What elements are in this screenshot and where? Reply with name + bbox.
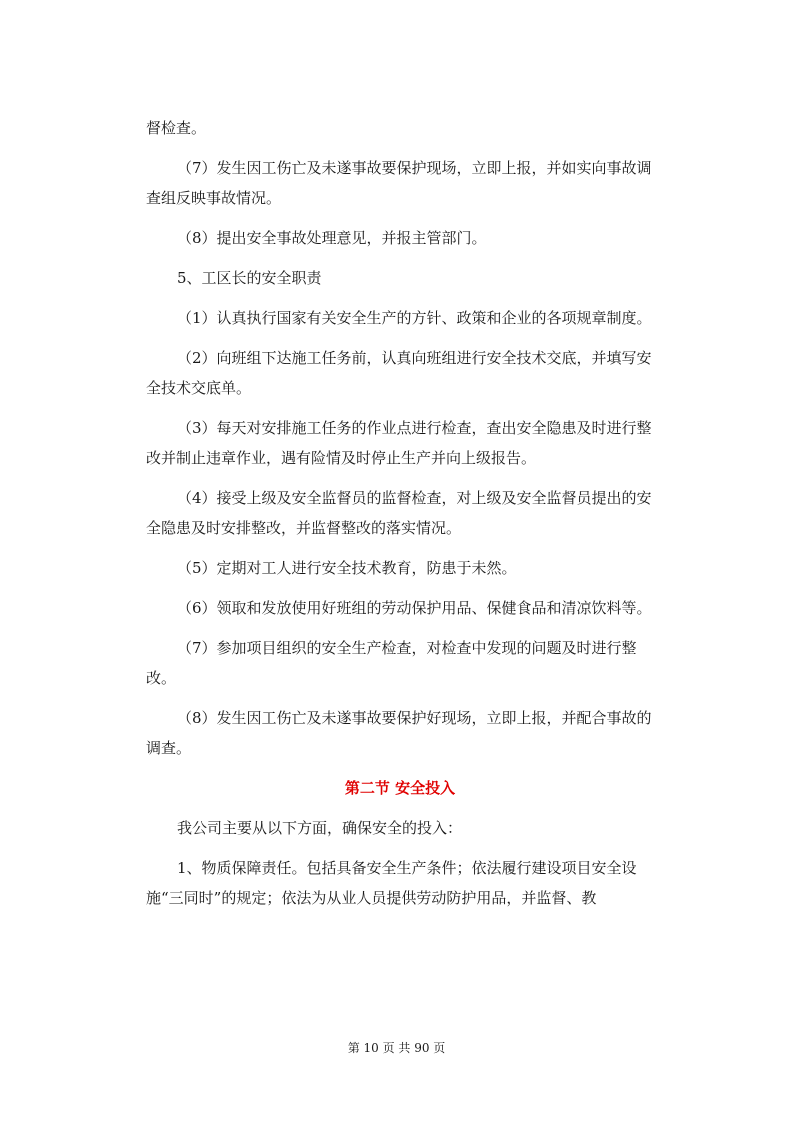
subsection-title: 5、工区长的安全职责 bbox=[177, 269, 322, 287]
paragraph: （1）认真执行国家有关安全生产的方针、政策和企业的各项规章制度。 bbox=[177, 309, 652, 327]
paragraph: （4）接受上级及安全监督员的监督检查，对上级及安全监督员提出的安全隐患及时安排整改，并监督整改的落实情况。 bbox=[146, 489, 652, 537]
section-heading: 第二节 安全投入 bbox=[344, 779, 456, 797]
paragraph: （7）发生因工伤亡及未遂事故要保护现场，立即上报，并如实向事故调查组反映事故情况。 bbox=[146, 159, 652, 207]
paragraph: （3）每天对安排施工任务的作业点进行检查，查出安全隐患及时进行整改并制止违章作业，遇有险情及时停止生产并向上级报告。 bbox=[146, 419, 652, 467]
document-body bbox=[146, 113, 654, 923]
paragraph: （2）向班组下达施工任务前，认真向班组进行安全技术交底，并填写安全技术交底单。 bbox=[146, 349, 652, 397]
paragraph: （8）发生因工伤亡及未遂事故要保护好现场，立即上报，并配合事故的调查。 bbox=[146, 709, 652, 757]
paragraph: （6）领取和发放使用好班组的劳动保护用品、保健食品和清凉饮料等。 bbox=[177, 599, 652, 617]
page-footer: 第 10 页 共 90 页 bbox=[347, 1041, 446, 1055]
paragraph: （7）参加项目组织的安全生产检查，对检查中发现的问题及时进行整改。 bbox=[146, 639, 637, 687]
paragraph: 1、物质保障责任。包括具备安全生产条件；依法履行建设项目安全设施“三同时”的规定；依法为从业人员提供劳动防护用品，并监督、教 bbox=[146, 859, 637, 907]
paragraph: （5）定期对工人进行安全技术教育，防患于未然。 bbox=[177, 559, 517, 577]
paragraph: （8）提出安全事故处理意见，并报主管部门。 bbox=[177, 229, 487, 247]
paragraph-continuation: 督检查。 bbox=[146, 119, 207, 137]
paragraph: 我公司主要从以下方面，确保安全的投入： bbox=[177, 819, 463, 837]
